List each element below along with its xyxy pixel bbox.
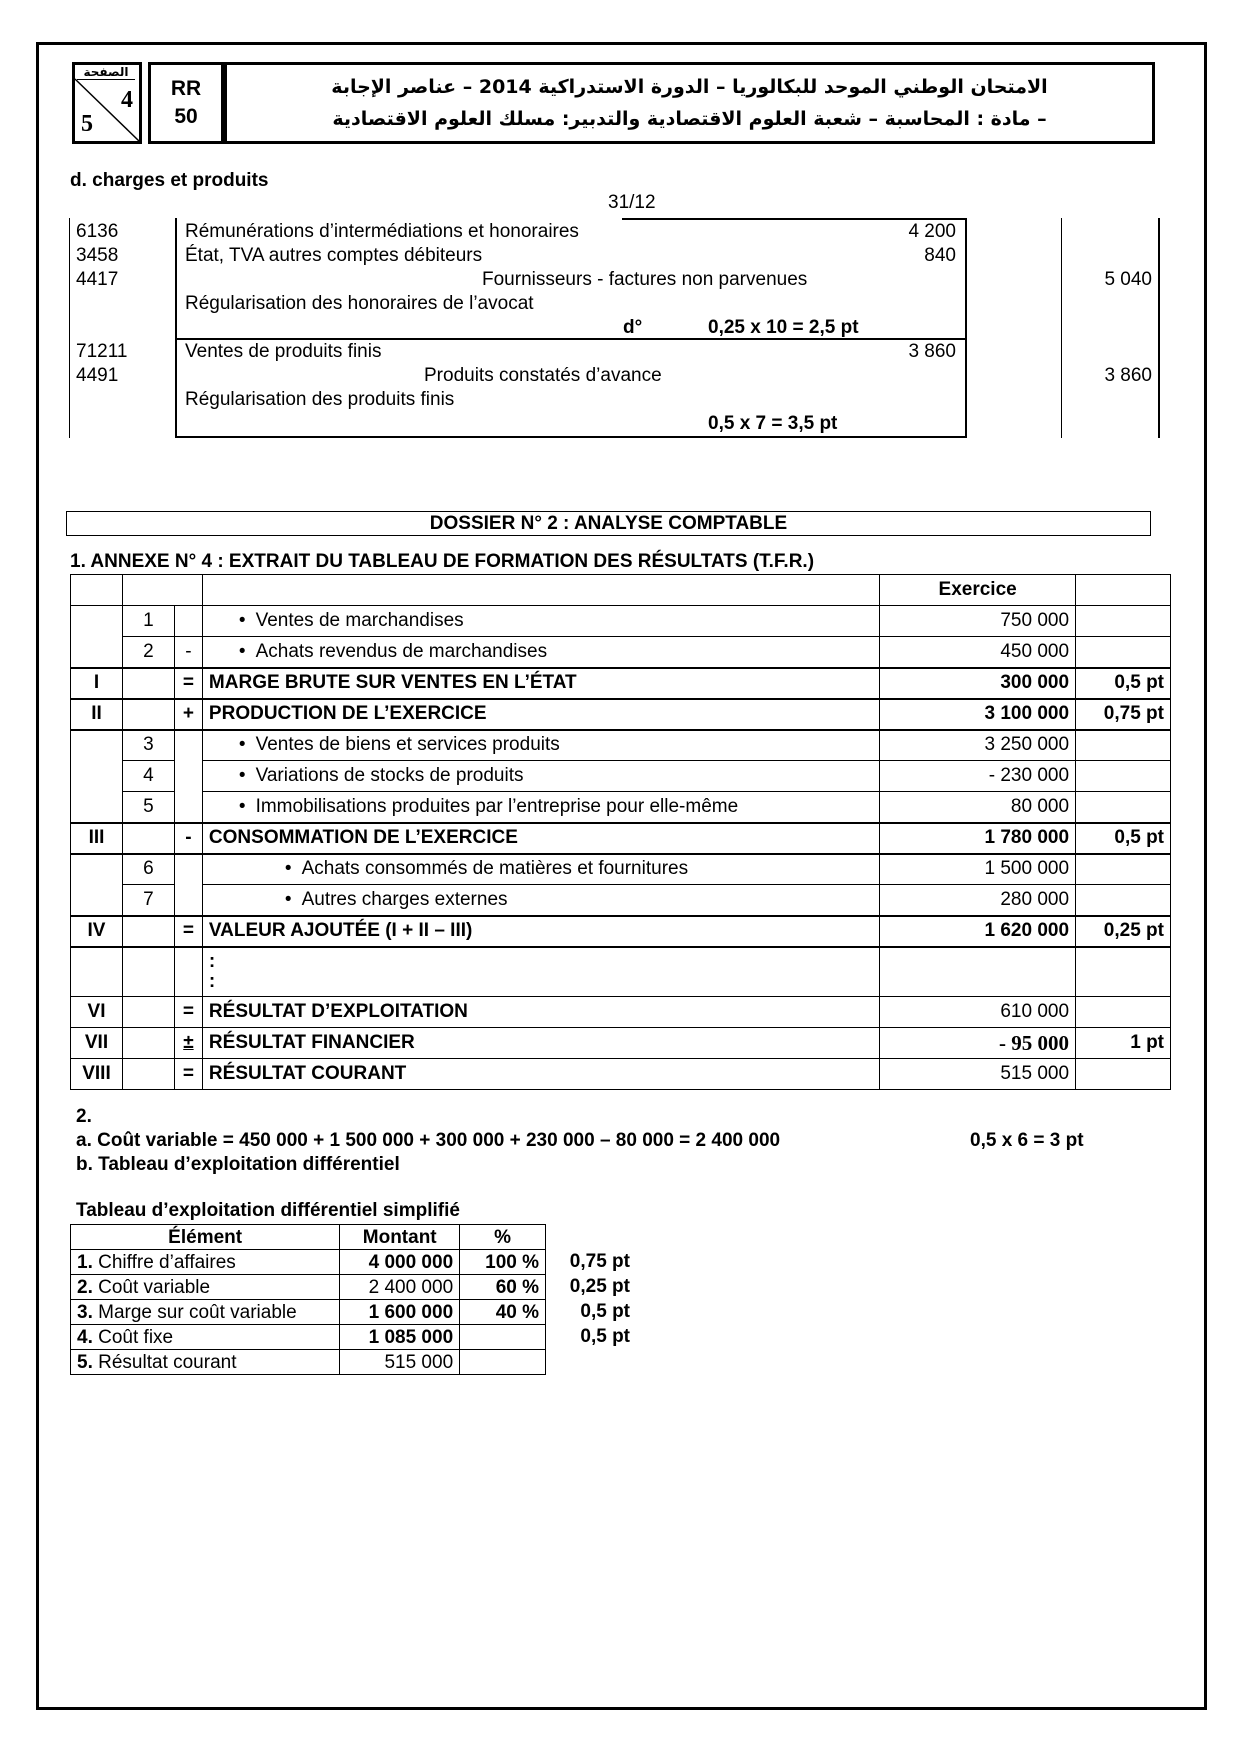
table-row: VII ± RÉSULTAT FINANCIER - 95 000 1 pt [71, 1028, 1171, 1059]
entry-score: 0,25 x 10 = 2,5 pt [708, 317, 859, 338]
table-row: II + PRODUCTION DE L’EXERCICE 3 100 000 0,75 pt [71, 699, 1171, 730]
exam-code-line2: 50 [174, 105, 198, 128]
column-header-exercice: Exercice [880, 575, 1076, 606]
exam-title-line1: الامتحان الوطني الموحد للبكالوريا – الدورة الاستدراكية 2014 – عناصر الإجابة [331, 76, 1048, 98]
table-row: VI = RÉSULTAT D’EXPLOITATION 610 000 [71, 997, 1171, 1028]
journal-line [70, 268, 1160, 292]
variable-cost-score: 0,5 x 6 = 3 pt [970, 1130, 1084, 1151]
entry-score: 0,5 x 7 = 3,5 pt [708, 413, 838, 434]
entry-description: Régularisation des honoraires de l’avocat [185, 293, 534, 314]
journal-line [70, 316, 1160, 340]
row-score: 0,75 pt [569, 1251, 630, 1272]
tfr-title: 1. ANNEXE N° 4 : EXTRAIT DU TABLEAU DE FORMATION DES RÉSULTATS (T.F.R.) [70, 551, 815, 572]
exam-code-line1: RR [170, 77, 202, 100]
journal-line [70, 220, 1160, 244]
journal-line [70, 364, 1160, 388]
page-total: 5 [81, 111, 93, 137]
account-label: Fournisseurs - factures non parvenues [482, 269, 808, 290]
table-row: VIII = RÉSULTAT COURANT 515 000 [71, 1059, 1171, 1090]
ditto-marker: d° [623, 317, 643, 338]
journal-line [70, 292, 1160, 316]
part2-b-title: b. Tableau d’exploitation différentiel [76, 1154, 400, 1175]
row-score: 0,5 pt [580, 1326, 630, 1347]
table-row: 4 • Variations de stocks de produits - 230 000 [71, 761, 1171, 792]
exam-code [148, 62, 224, 144]
variable-cost-formula: a. Coût variable = 450 000 + 1 500 000 + 300 000 + 230 000 – 80 000 = 2 400 000 [76, 1130, 781, 1151]
table-row: 2 - • Achats revendus de marchandises 450 000 [71, 637, 1171, 668]
table-row: 3 • Ventes de biens et services produits 3 250 000 [71, 730, 1171, 761]
table-header-row [71, 1225, 546, 1250]
table-row: 5 • Immobilisations produites par l’entreprise pour elle-même 80 000 [71, 792, 1171, 823]
row-score: 0,5 pt [580, 1301, 630, 1322]
journal-line [70, 388, 1160, 412]
credit-amount: 5 040 [1104, 269, 1152, 290]
journal-date: 31/12 [608, 192, 656, 213]
account-label: Rémunérations d’intermédiations et honoraires [185, 221, 579, 242]
table-row: 6 • Achats consommés de matières et fournitures 1 500 000 [71, 854, 1171, 885]
journal-entries [70, 192, 1160, 438]
table-row: IV = VALEUR AJOUTÉE (I + II – III) 1 620 000 0,25 pt [71, 916, 1171, 947]
table-row: 5. Résultat courant 515 000 [71, 1350, 546, 1375]
omitted-rows-marker: : [208, 970, 216, 992]
table-row: 1. Chiffre d’affaires 4 000 000 100 % [71, 1250, 546, 1275]
table-row: 1 • Ventes de marchandises 750 000 [71, 606, 1171, 637]
table-row: 2. Coût variable 2 400 000 60 % [71, 1275, 546, 1300]
page-label: الصفحة [77, 65, 135, 80]
table-row: III - CONSOMMATION DE L’EXERCICE 1 780 000 0,5 pt [71, 823, 1171, 854]
table-row: 4. Coût fixe 1 085 000 [71, 1325, 546, 1350]
page-number: 4 [121, 87, 133, 113]
part2-number: 2. [76, 1106, 92, 1127]
entry-description: Régularisation des produits finis [185, 389, 455, 410]
exam-title [224, 62, 1155, 144]
page-indicator [72, 62, 142, 144]
section-d-title: d. charges et produits [70, 170, 269, 191]
table-row [71, 947, 1171, 997]
ted-title: Tableau d’exploitation différentiel simplifié [76, 1200, 460, 1221]
table-row: 7 • Autres charges externes 280 000 [71, 885, 1171, 916]
account-number: 4417 [76, 269, 119, 290]
table-row: 3. Marge sur coût variable 1 600 000 40 % [71, 1300, 546, 1325]
journal-rule [175, 436, 966, 438]
exam-title-line2: – مادة : المحاسبة – شعبة العلوم الاقتصادية والتدبير: مسلك العلوم الاقتصادية [332, 108, 1047, 130]
column-header-montant: Montant [340, 1225, 460, 1250]
journal-line [70, 340, 1160, 364]
account-label: Ventes de produits finis [185, 341, 382, 362]
table-row: I = MARGE BRUTE SUR VENTES EN L’ÉTAT 300 000 0,5 pt [71, 668, 1171, 699]
account-number: 6136 [76, 221, 119, 242]
column-header-pct: % [460, 1225, 546, 1250]
journal-line [70, 244, 1160, 268]
account-label: Produits constatés d’avance [424, 365, 662, 386]
credit-amount: 3 860 [1104, 365, 1152, 386]
column-header-element: Élément [71, 1225, 340, 1250]
account-label: État, TVA autres comptes débiteurs [185, 245, 483, 266]
debit-amount: 840 [924, 245, 956, 266]
debit-amount: 3 860 [908, 341, 956, 362]
omitted-rows-marker: : [208, 950, 216, 972]
journal-line [70, 412, 1160, 436]
debit-amount: 4 200 [908, 221, 956, 242]
dossier-title: DOSSIER N° 2 : ANALYSE COMPTABLE [66, 511, 1151, 536]
table-row [71, 575, 1171, 606]
tfr-table [70, 574, 1171, 1090]
account-number: 3458 [76, 245, 119, 266]
row-score: 0,25 pt [569, 1276, 630, 1297]
ted-table [70, 1224, 546, 1375]
account-number: 4491 [76, 365, 119, 386]
account-number: 71211 [76, 341, 128, 362]
